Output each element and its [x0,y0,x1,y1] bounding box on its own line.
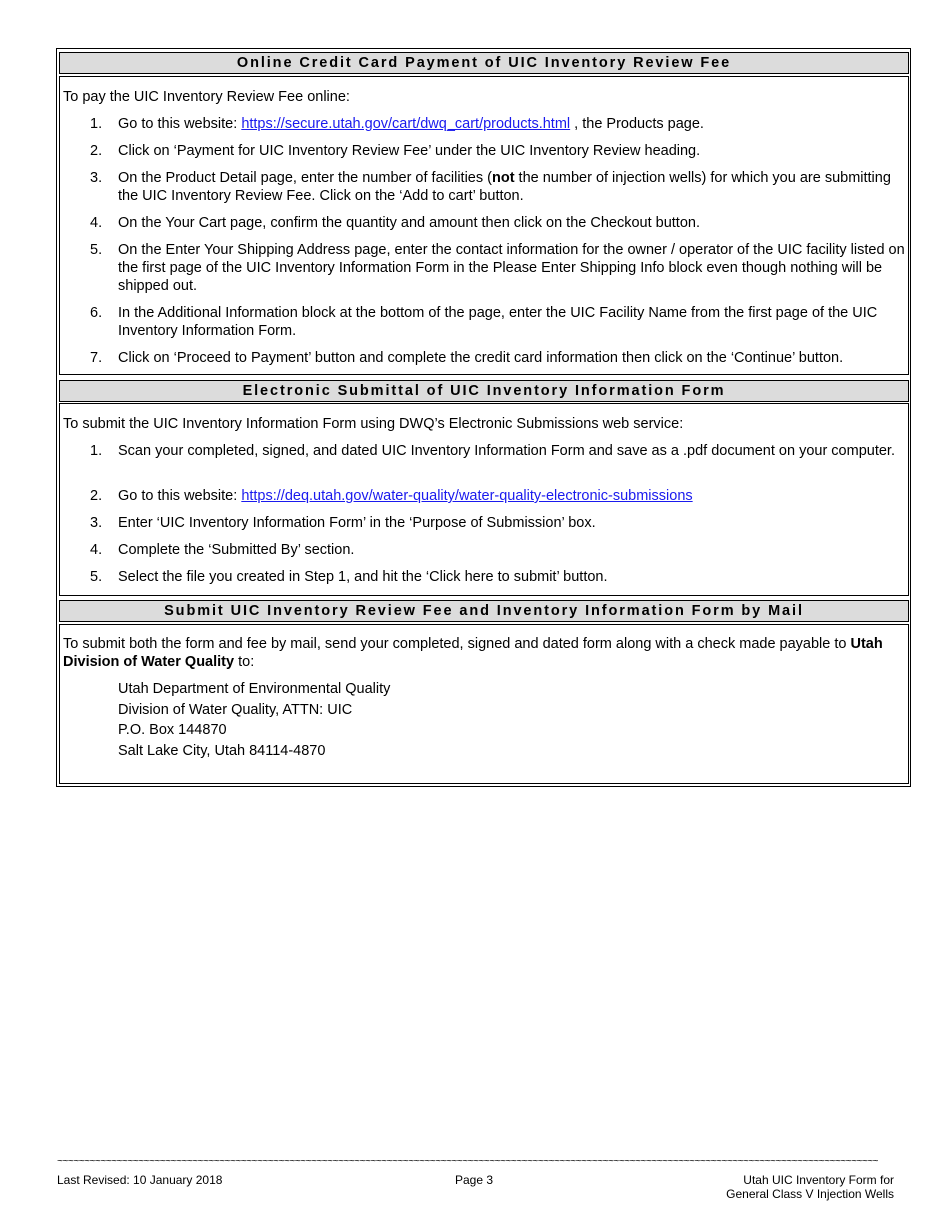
list-number: 3. [90,515,103,531]
intro-text: To submit both the form and fee by mail, send your completed, signed and dated form along with a check made payable to [63,636,851,652]
list-text [118,487,906,505]
list-text: Click on ‘Payment for UIC Inventory Review Fee’ under the UIC Inventory Review heading. [118,143,701,159]
section-header-credit-card: Online Credit Card Payment of UIC Inventory Review Fee [59,52,909,74]
list-text: Scan your completed, signed, and dated UIC Inventory Information Form and save as a .pdf document on your computer. [118,443,895,459]
section-header-electronic-submittal: Electronic Submittal of UIC Inventory Information Form [59,380,909,402]
section-header-submit-by-mail: Submit UIC Inventory Review Fee and Inventory Information Form by Mail [59,600,909,622]
document-title-line: Utah UIC Inventory Form for [743,1173,894,1187]
list-number: 2. [90,143,103,159]
list-number: 6. [90,305,103,321]
page-number: Page 3 [455,1173,494,1187]
step-text: On the Product Detail page, enter the number of facilities ( [118,170,492,186]
list-number: 3. [90,170,103,186]
list-text: Click on ‘Proceed to Payment’ button and complete the credit card information then click on the ‘Continue’ button. [118,350,844,366]
intro-text: to: [234,654,255,670]
list-text: Select the file you created in Step 1, and hit the ‘Click here to submit’ button. [118,569,608,585]
mail-intro [63,635,909,671]
list-text: In the Additional Information block at the bottom of the page, enter the UIC Facility Name from the first page of the UIC Inventory Information Form. [118,305,878,339]
list-text: On the Your Cart page, confirm the quantity and amount then click on the Checkout button. [118,215,700,231]
list-number: 7. [90,350,103,366]
payee-name: Utah Division of Water Quality [63,636,883,670]
last-revised: Last Revised: 10 January 2018 [57,1173,223,1187]
emphasis-text: not [491,170,515,186]
credit-card-intro: To pay the UIC Inventory Review Fee online: [63,89,350,105]
list-text: Complete the ‘Submitted By’ section. [118,542,355,558]
step-text: Go to this website: [118,488,242,504]
electronic-submittal-intro: To submit the UIC Inventory Information Form using DWQ’s Electronic Submissions web service: [63,416,684,432]
step-text: , the Products page. [570,116,704,132]
list-text: On the Enter Your Shipping Address page, enter the contact information for the owner / operator of the UIC facility listed on the first page of the UIC Inventory Information Form in the Please Enter Shipping Info block even though nothing will be shipped out. [118,242,905,294]
list-number: 4. [90,215,103,231]
products-page-link[interactable]: https://secure.utah.gov/cart/dwq_cart/products.html [241,116,571,132]
list-number: 1. [90,443,103,459]
address-line: Division of Water Quality, ATTN: UIC [118,701,353,718]
step-text: the number of injection wells) for which you are submitting the UIC Inventory Review Fee. Click on the ‘Add to cart’ button. [118,170,891,204]
list-text: Enter ‘UIC Inventory Information Form’ in the ‘Purpose of Submission’ box. [118,515,596,531]
list-number: 1. [90,116,103,132]
document-title-line: General Class V Injection Wells [726,1187,894,1201]
list-number: 5. [90,242,103,258]
mailing-address [118,679,390,761]
address-line: Utah Department of Environmental Quality [118,681,391,697]
step-text: Go to this website: [118,116,242,132]
footer-divider: ~~~~~~~~~~~~~~~~~~~~~~~~~~~~~~~~~~~~~~~~~~~~~~~~~~~~~~~~~~~~~~~~~~~~~~~~~~~~~~~~~~~~~~~~~~~~~~~~~~~~~~~~~~~~~~~~~~~~~~~~~~~~~~~~~~~~~~~~~~~~~~~~~~~~~~~~ [57,1157,878,1168]
list-text [118,169,906,205]
list-text [118,115,906,133]
electronic-submissions-link[interactable]: https://deq.utah.gov/water-quality/water-quality-electronic-submissions [241,488,693,504]
list-number: 5. [90,569,103,585]
list-number: 2. [90,488,103,504]
document-title [726,1173,894,1201]
address-line: P.O. Box 144870 [118,722,227,738]
address-line: Salt Lake City, Utah 84114-4870 [118,742,326,759]
list-number: 4. [90,542,103,558]
